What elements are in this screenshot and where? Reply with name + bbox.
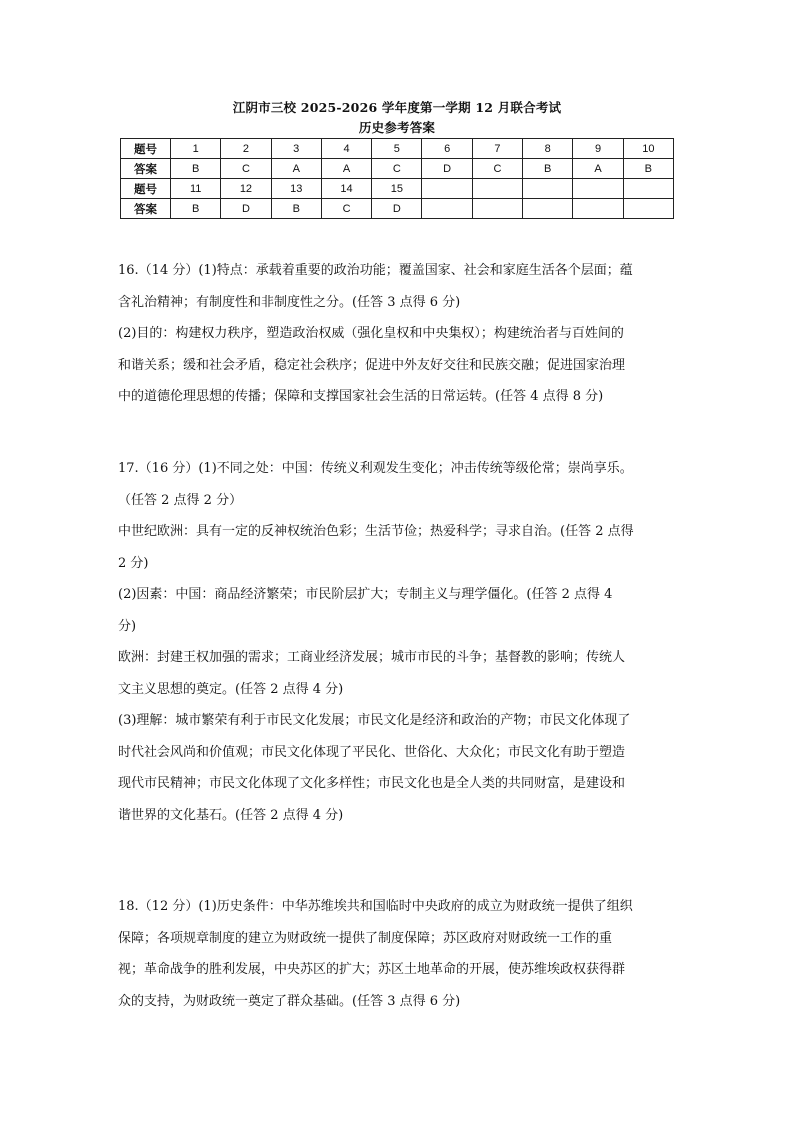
answer-line: 16.（14 分）(1)特点：承载着重要的政治功能；覆盖国家、社会和家庭生活各个层面；蕴 <box>118 263 633 278</box>
table-cell: D <box>372 199 422 219</box>
table-cell <box>623 199 673 219</box>
row-label: 题号 <box>121 139 171 159</box>
table-cell: 12 <box>221 179 271 199</box>
table-cell: A <box>271 159 321 179</box>
answer-line: 中世纪欧洲：具有一定的反神权统治色彩；生活节俭；热爱科学；寻求自治。(任答 2 点得 <box>118 524 634 539</box>
table-cell: 10 <box>623 139 673 159</box>
table-cell: B <box>171 159 221 179</box>
table-cell <box>422 179 472 199</box>
table-cell <box>472 179 522 199</box>
table-row <box>121 199 674 219</box>
answer-line: （任答 2 点得 2 分） <box>118 492 243 508</box>
table-row <box>121 179 674 199</box>
table-cell: 4 <box>321 139 371 159</box>
answer-line: 现代市民精神；市民文化体现了文化多样性；市民文化也是全人类的共同财富，是建设和 <box>118 776 626 791</box>
table-row <box>121 139 674 159</box>
table-cell: D <box>221 199 271 219</box>
row-label: 答案 <box>121 159 171 179</box>
table-cell <box>573 199 623 219</box>
answer-line: 18.（12 分）(1)历史条件：中华苏维埃共和国临时中央政府的成立为财政统一提供了组织 <box>118 899 633 914</box>
answer-line: (3)理解：城市繁荣有利于市民文化发展；市民文化是经济和政治的产物；市民文化体现了 <box>118 713 631 728</box>
document-subtitle: 历史参考答案 <box>358 120 436 135</box>
table-cell: 14 <box>321 179 371 199</box>
answer-line: 保障；各项规章制度的建立为财政统一提供了制度保障；苏区政府对财政统一工作的重 <box>118 930 613 946</box>
question-16-answer <box>118 255 678 413</box>
answer-line: 众的支持，为财政统一奠定了群众基础。(任答 3 点得 6 分) <box>118 993 461 1009</box>
table-cell: 2 <box>221 139 271 159</box>
table-cell: 1 <box>171 139 221 159</box>
answer-line: 中的道德伦理思想的传播；保障和支撑国家社会生活的日常运转。(任答 4 点得 8 分) <box>118 389 604 404</box>
table-cell: 11 <box>171 179 221 199</box>
table-cell: B <box>523 159 573 179</box>
table-cell: A <box>573 159 623 179</box>
table-row <box>121 159 674 179</box>
table-cell: 3 <box>271 139 321 159</box>
answer-line: (2)目的：构建权力秩序，塑造政治权威（强化皇权和中央集权）；构建统治者与百姓间的 <box>118 326 624 341</box>
table-cell: 6 <box>422 139 472 159</box>
table-cell: 9 <box>573 139 623 159</box>
answer-line: 视；革命战争的胜利发展，中央苏区的扩大；苏区土地革命的开展，使苏维埃政权获得群 <box>118 962 626 977</box>
table-cell: 8 <box>523 139 573 159</box>
table-cell: B <box>623 159 673 179</box>
answer-line: 2 分) <box>118 555 149 571</box>
table-cell: B <box>271 199 321 219</box>
table-cell: 7 <box>472 139 522 159</box>
table-cell: 13 <box>271 179 321 199</box>
table-cell: C <box>321 199 371 219</box>
table-cell: C <box>472 159 522 179</box>
table-cell: 15 <box>372 179 422 199</box>
table-cell: C <box>372 159 422 179</box>
table-cell: C <box>221 159 271 179</box>
answer-table-body <box>121 139 674 219</box>
table-cell <box>472 199 522 219</box>
table-cell: A <box>321 159 371 179</box>
answer-line: 文主义思想的奠定。(任答 2 点得 4 分) <box>118 681 344 697</box>
row-label: 答案 <box>121 199 171 219</box>
answer-line: 欧洲：封建王权加强的需求；工商业经济发展；城市市民的斗争；基督教的影响；传统人 <box>118 650 626 665</box>
answer-line: 和谐关系；缓和社会矛盾，稳定社会秩序；促进中外友好交往和民族交融；促进国家治理 <box>118 357 626 373</box>
row-label: 题号 <box>121 179 171 199</box>
answer-line: 时代社会风尚和价值观；市民文化体现了平民化、世俗化、大众化；市民文化有助于塑造 <box>118 744 626 760</box>
table-cell: B <box>171 199 221 219</box>
table-cell <box>523 199 573 219</box>
answer-table <box>120 138 674 219</box>
answer-line: (2)因素：中国：商品经济繁荣；市民阶层扩大；专制主义与理学僵化。(任答 2 点得 4 <box>118 587 613 602</box>
document-title: 江阴市三校 2025-2026 学年度第一学期 12 月联合考试 <box>232 100 562 115</box>
table-cell: D <box>422 159 472 179</box>
table-cell <box>523 179 573 199</box>
question-17-answer <box>118 453 678 831</box>
answer-line: 17.（16 分）(1)不同之处：中国：传统义利观发生变化；冲击传统等级伦常；崇尚享乐。 <box>118 461 633 476</box>
table-cell: 5 <box>372 139 422 159</box>
table-cell <box>422 199 472 219</box>
answer-line: 谐世界的文化基石。(任答 2 点得 4 分) <box>118 807 344 823</box>
answer-line: 分) <box>118 618 137 634</box>
table-cell <box>573 179 623 199</box>
answer-line: 含礼治精神；有制度性和非制度性之分。(任答 3 点得 6 分) <box>118 294 461 310</box>
question-18-answer <box>118 891 678 1017</box>
table-cell <box>623 179 673 199</box>
